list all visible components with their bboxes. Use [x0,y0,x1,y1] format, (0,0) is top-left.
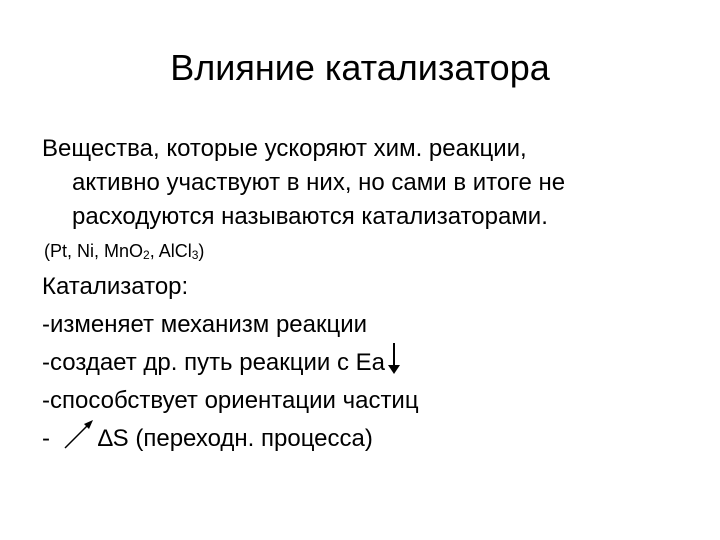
examples-open: (Pt, Ni, MnO [44,241,144,261]
examples-close: ) [198,241,205,261]
examples-subscript-2: 2 [143,248,150,262]
definition-paragraph [42,132,702,234]
property-item-pathway-text: -создает др. путь реакции с Ea [42,349,386,376]
definition-line-3: расходуются называются катализаторами. [72,203,548,230]
diagonal-up-arrow-icon [62,417,96,451]
property-item-entropy-text: ∆S (переходн. процесса) [98,425,373,452]
property-item-mechanism: -изменяет механизм реакции [42,311,368,338]
property-item-entropy [42,420,419,458]
slide-title: Влияние катализатора [170,47,550,88]
property-item-orientation: -способствует ориентации частиц [42,387,419,414]
definition-line-1: Вещества, которые ускоряют хим. реакции, [42,135,527,162]
down-arrow-icon [387,341,401,375]
catalyst-heading: Катализатор: [42,273,189,300]
property-item-pathway [42,344,419,382]
definition-line-2: активно участвуют в них, но сами в итоге не [72,169,566,196]
examples-subscript-3: 3 [191,248,199,262]
examples-middle: , AlCl [149,241,192,261]
catalyst-properties [42,268,419,458]
catalyst-examples [44,239,204,267]
property-item-entropy-prefix: - [42,425,50,452]
